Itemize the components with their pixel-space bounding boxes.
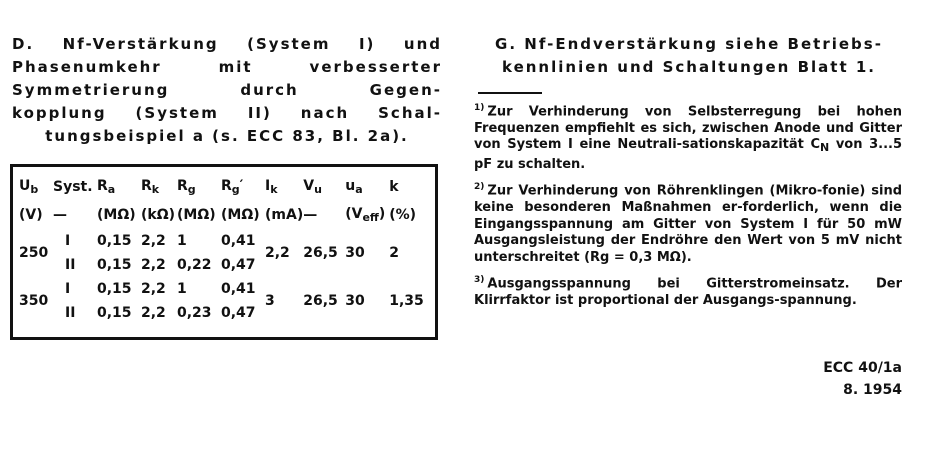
ra-cell: 0,15 [97, 281, 132, 297]
footnote-number: 1) [474, 103, 485, 113]
unit-cell: (MΩ) [221, 207, 260, 223]
footnote-text: Zur Verhinderung von Selbsterregung bei hohen Frequenzen empfiehlt es sich, zwischen Anode und Gitter von System I eine Neutrali-sationskapazität C [474, 104, 902, 153]
col-rk-header: $R_k$ [141, 178, 160, 196]
rk-cell: 2,2 [141, 233, 166, 249]
header-unit-row [19, 201, 429, 229]
syst-cell: I [65, 233, 71, 249]
heading-line: tungsbeispiel a (s. ECC 83, Bl. 2a). [45, 127, 409, 145]
col-k-header: k [389, 179, 399, 195]
syst-cell: II [65, 257, 76, 273]
unit-cell: (MΩ) [97, 207, 136, 223]
col-ub-header: $U_b$ [19, 178, 39, 196]
footnote-2 [474, 179, 902, 266]
heading-line: Phasenumkehr mit verbesserter [12, 58, 442, 76]
col-vu-header: $V_u$ [303, 178, 322, 196]
footnote-text: Zur Verhinderung von Röhrenklingen (Mikro-fonie) sind keine besonderen Maßnahmen er-forderlich, wenn die Eingangsspannung am Gitter von System I für 50 mW Ausgangsleistung der Endröhre den Wert von 5 mV nicht unterschreitet (Rg = 0,3 MΩ). [474, 183, 902, 265]
footnote-3 [474, 272, 902, 309]
footnote-text: Ausgangsspannung bei Gitterstromeinsatz. Der Klirrfaktor ist proportional der Ausgangs-spannung. [474, 276, 902, 308]
rg-cell: 1 [177, 233, 187, 249]
ub-cell: 350 [19, 293, 49, 309]
unit-cell: $(V_{eff})$ [345, 206, 386, 224]
unit-cell: (MΩ) [177, 207, 216, 223]
col-rg-header: $R_g$ [177, 178, 196, 196]
vu-cell: 26,5 [303, 245, 338, 261]
rg-cell: 1 [177, 281, 187, 297]
ik-cell: 2,2 [265, 245, 290, 261]
ua-cell: 30 [345, 293, 365, 309]
rk-cell: 2,2 [141, 257, 166, 273]
ub-cell: 250 [19, 245, 49, 261]
unit-cell: (%) [389, 207, 417, 223]
table-row [19, 229, 429, 253]
unit-cell: — [53, 207, 67, 223]
ik-cell: 3 [265, 293, 275, 309]
heading-line: kopplung (System II) nach Schal- [12, 104, 442, 122]
footnote-divider [478, 92, 542, 94]
footnotes [474, 100, 902, 315]
k-cell: 1,35 [389, 293, 424, 309]
rg2-cell: 0,41 [221, 281, 256, 297]
tube-data-table [19, 173, 429, 325]
col-ik-header: $I_k$ [265, 178, 278, 196]
section-d-heading [12, 33, 442, 148]
rg2-cell: 0,47 [221, 305, 256, 321]
footnote-1 [474, 100, 902, 173]
col-ra-header: $R_a$ [97, 178, 116, 196]
sheet-model-label: ECC 40/1a [823, 360, 902, 376]
sheet-date-label: 8. 1954 [843, 382, 902, 398]
header-symbol-row [19, 173, 429, 201]
rk-cell: 2,2 [141, 305, 166, 321]
heading-line: D. Nf-Verstärkung (System I) und [12, 35, 442, 53]
col-ua-header: $u_a$ [345, 178, 363, 196]
syst-cell: I [65, 281, 71, 297]
footnote-subscript: N [820, 141, 830, 155]
footnote-number: 2) [474, 182, 485, 193]
footnote-text: von 3...5 pF zu schalten. [474, 137, 902, 172]
rk-cell: 2,2 [141, 281, 166, 297]
unit-cell: (kΩ) [141, 207, 176, 223]
rg2-cell: 0,47 [221, 257, 256, 273]
unit-cell: (V) [19, 207, 43, 223]
tube-data-table-frame [10, 164, 438, 340]
heading-line: Symmetrierung durch Gegen- [12, 81, 442, 99]
ra-cell: 0,15 [97, 233, 132, 249]
ra-cell: 0,15 [97, 305, 132, 321]
vu-cell: 26,5 [303, 293, 338, 309]
ra-cell: 0,15 [97, 257, 132, 273]
col-rg2-header: $R_g'$ [221, 178, 244, 196]
rg-cell: 0,22 [177, 257, 212, 273]
heading-line: G. Nf-Endverstärkung siehe Betriebs- [495, 35, 883, 53]
table-row [19, 277, 429, 301]
col-syst-header: Syst. [53, 179, 93, 195]
syst-cell: II [65, 305, 76, 321]
footnote-number: 3) [474, 275, 485, 286]
heading-line: kennlinien und Schaltungen Blatt 1. [502, 58, 876, 76]
rg-cell: 0,23 [177, 305, 212, 321]
rg2-cell: 0,41 [221, 233, 256, 249]
k-cell: 2 [389, 245, 399, 261]
unit-cell: — [303, 207, 318, 223]
unit-cell: (mA) [265, 207, 304, 223]
ua-cell: 30 [345, 245, 365, 261]
section-g-heading [474, 33, 904, 79]
